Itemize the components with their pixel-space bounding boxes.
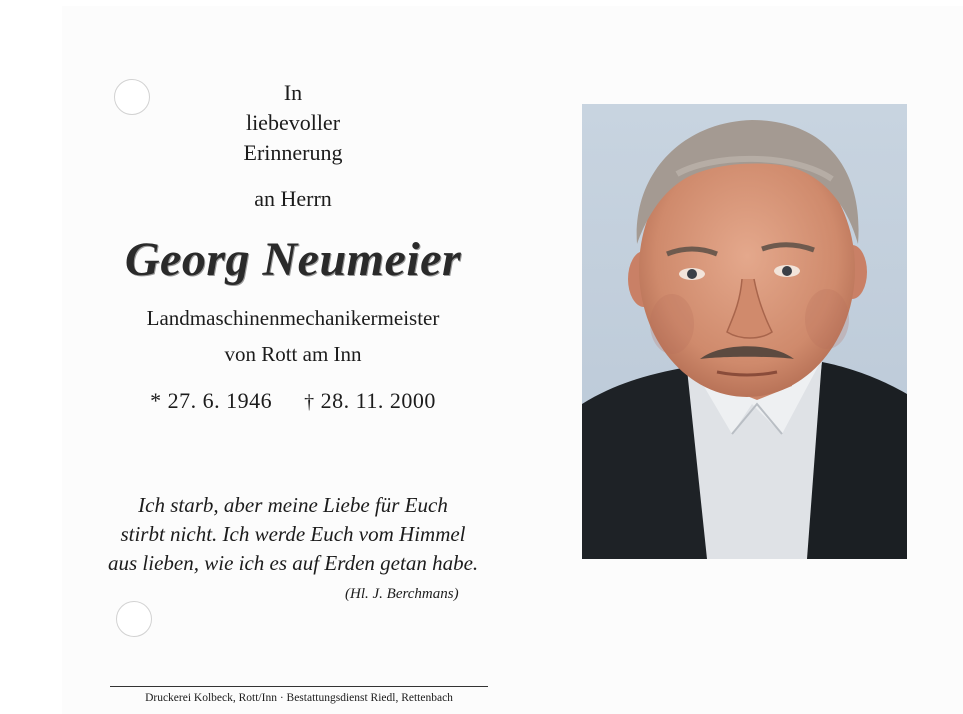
portrait-photo bbox=[582, 104, 907, 559]
birth-symbol: * bbox=[150, 388, 162, 413]
verse-source: (Hl. J. Berchmans) bbox=[345, 586, 459, 602]
origin: von Rott am Inn bbox=[224, 342, 362, 366]
intro-line-3: Erinnerung bbox=[243, 140, 343, 165]
portrait-icon bbox=[582, 104, 907, 559]
death-date: 28. 11. 2000 bbox=[320, 388, 436, 413]
deceased-name: Georg Neumeier bbox=[124, 233, 462, 286]
verse-line-2: stirbt nicht. Ich werde Euch vom Himmel bbox=[120, 522, 466, 546]
occupation: Landmaschinenmechanikermeister bbox=[146, 306, 440, 330]
printer-credit: Druckerei Kolbeck, Rott/Inn · Bestattungsdienst Riedl, Rettenbach bbox=[145, 692, 453, 704]
footer-divider bbox=[110, 686, 488, 687]
intro-line-1: In bbox=[283, 80, 303, 105]
text-column bbox=[108, 0, 478, 714]
life-dates bbox=[108, 388, 478, 414]
salutation: an Herrn bbox=[254, 186, 332, 211]
verse-line-1: Ich starb, aber meine Liebe für Euch bbox=[138, 493, 448, 517]
death-cross-icon: † bbox=[304, 391, 315, 413]
birth-date: 27. 6. 1946 bbox=[167, 388, 273, 413]
intro-line-2: liebevoller bbox=[245, 110, 341, 135]
verse-line-3: aus lieben, wie ich es auf Erden getan habe. bbox=[108, 551, 479, 575]
